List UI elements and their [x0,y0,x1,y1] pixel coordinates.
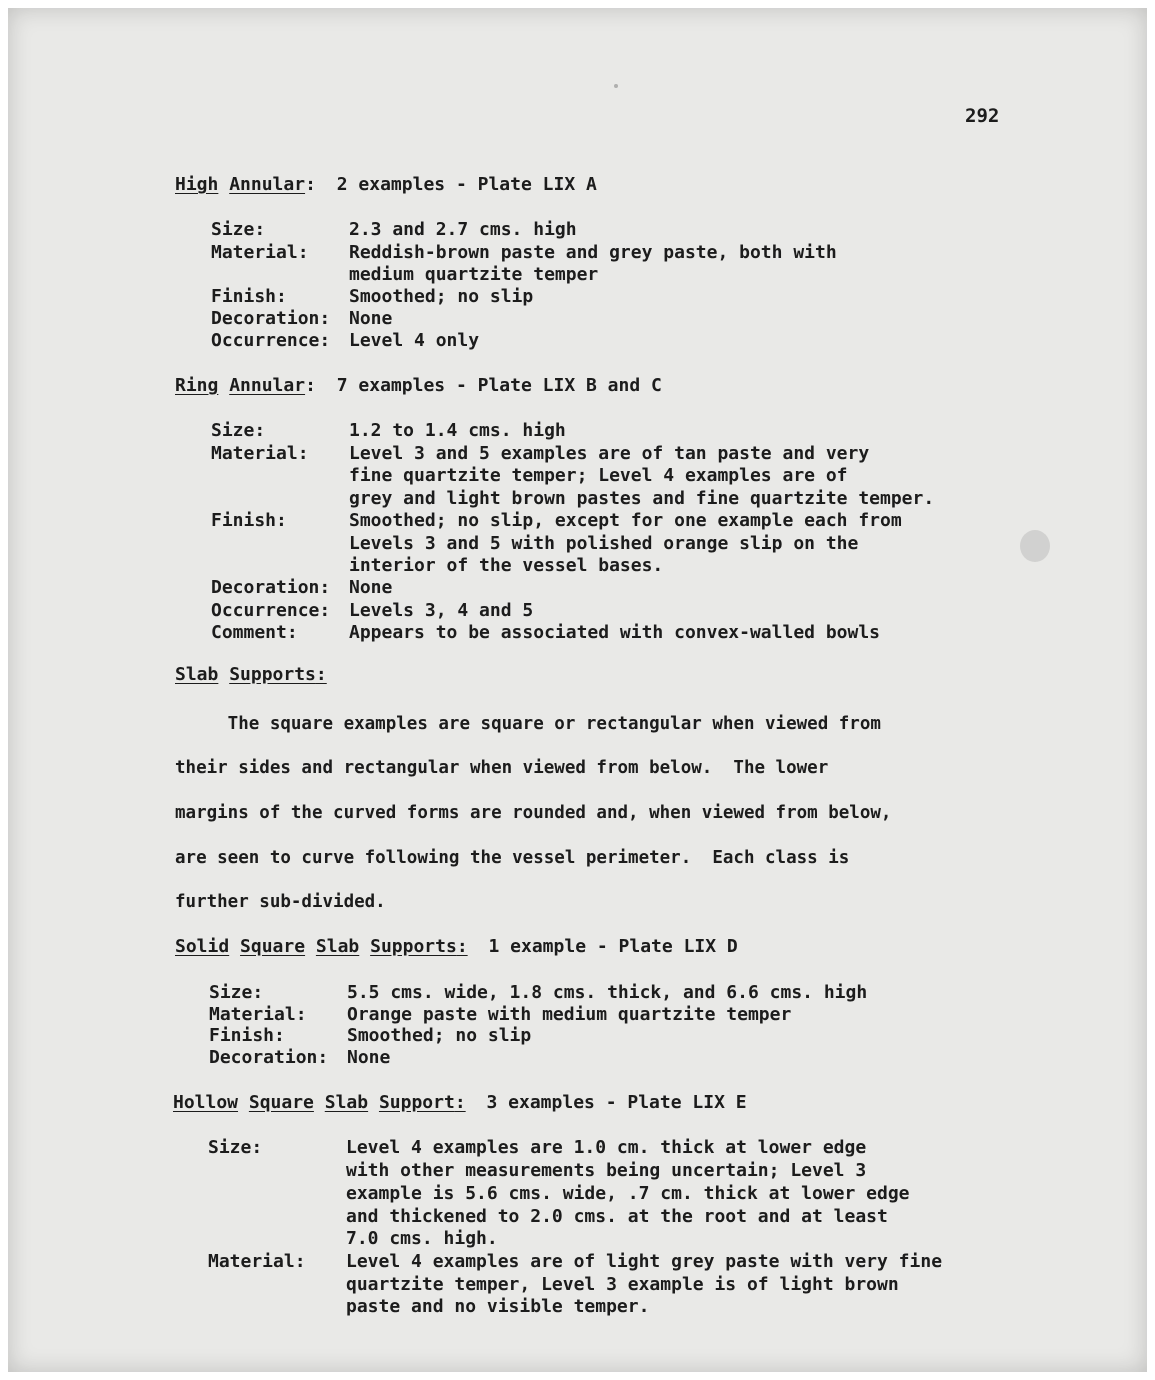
paragraph-line: are seen to curve following the vessel perimeter. Each class is [175,848,850,868]
field-value: Smoothed; no slip, except for one example each from [349,510,902,531]
field-value: with other measurements being uncertain; Level 3 [346,1160,867,1181]
paragraph-line: their sides and rectangular when viewed from below. The lower [175,758,829,778]
field-value: fine quartzite temper; Level 4 examples are of [349,465,848,486]
heading-colon: : [305,174,316,195]
heading-word: Supports [370,936,457,957]
paragraph-line: further sub-divided. [175,892,386,912]
paragraph-line: margins of the curved forms are rounded and, when viewed from below, [175,803,892,823]
field-label: Size: [209,982,264,1003]
field-label: Finish: [209,1025,285,1046]
field-label: Size: [211,219,266,240]
field-label: Comment: [211,622,298,643]
scan-smudge [1020,530,1050,562]
heading-word: Slab [175,664,219,685]
heading-word: Solid [175,936,230,957]
field-value: 1.2 to 1.4 cms. high [349,420,566,441]
field-value: Appears to be associated with convex-walled bowls [349,622,881,643]
heading-rest: 1 example - Plate LIX D [488,936,738,957]
section-heading-high-annular [175,174,597,195]
field-value: Level 3 and 5 examples are of tan paste and very [349,443,870,464]
page-number: 292 [965,105,1000,127]
paragraph-line: The square examples are square or rectangular when viewed from [175,714,881,734]
field-label: Finish: [211,510,287,531]
heading-word: Annular [229,174,306,195]
field-value: Levels 3 and 5 with polished orange slip on the [349,533,859,554]
field-label: Material: [208,1251,306,1272]
field-value: Smoothed; no slip [349,286,534,307]
heading-colon: : [315,664,327,685]
heading-colon: : [454,1092,466,1113]
section-heading-ring-annular [175,375,662,396]
heading-rest: 3 examples - Plate LIX E [486,1092,747,1113]
heading-word: Square [240,936,306,957]
field-value: medium quartzite temper [349,264,599,285]
field-value: grey and light brown pastes and fine quartzite temper. [349,488,935,509]
field-value: example is 5.6 cms. wide, .7 cm. thick at lower edge [346,1183,910,1204]
field-label: Material: [209,1004,307,1025]
field-label: Decoration: [211,577,331,598]
heading-word: Supports [229,664,316,685]
heading-colon: : [456,936,468,957]
field-value: 7.0 cms. high. [346,1228,498,1249]
field-value: None [349,577,393,598]
heading-word: Support [378,1092,455,1113]
field-value: Smoothed; no slip [347,1025,532,1046]
field-label: Finish: [211,286,287,307]
heading-colon: : [305,375,316,396]
heading-word: Slab [315,936,360,957]
field-value: None [349,308,393,329]
field-label: Size: [211,420,266,441]
field-value: None [347,1047,391,1068]
heading-word: High [175,174,219,195]
heading-word: Square [248,1092,314,1113]
field-label: Material: [211,242,309,263]
heading-rest: 7 examples - Plate LIX B and C [336,375,662,396]
field-value: paste and no visible temper. [346,1296,650,1317]
field-label: Material: [211,443,309,464]
heading-rest: 2 examples - Plate LIX A [336,174,597,195]
field-value: 5.5 cms. wide, 1.8 cms. thick, and 6.6 cms. high [347,982,868,1003]
field-label: Size: [208,1137,263,1158]
field-value: Level 4 only [349,330,480,351]
heading-word: Ring [175,375,219,396]
section-heading-solid-square-slab-supports [175,936,738,957]
field-value: quartzite temper, Level 3 example is of light brown [346,1274,899,1295]
heading-word: Annular [229,375,306,396]
field-value: 2.3 and 2.7 cms. high [349,219,577,240]
field-value: Levels 3, 4 and 5 [349,600,534,621]
field-value: Orange paste with medium quartzite temper [347,1004,792,1025]
field-value: and thickened to 2.0 cms. at the root and at least [346,1206,888,1227]
field-label: Occurrence: [211,600,331,621]
section-heading-slab-supports [175,664,327,685]
field-label: Occurrence: [211,330,331,351]
field-value: Reddish-brown paste and grey paste, both with [349,242,837,263]
field-label: Decoration: [211,308,331,329]
heading-word: Hollow [173,1092,239,1113]
heading-word: Slab [324,1092,369,1113]
scan-speck [614,84,618,88]
field-value: interior of the vessel bases. [349,555,664,576]
section-heading-hollow-square-slab-support [173,1092,747,1113]
document-page [8,8,1147,1372]
field-label: Decoration: [209,1047,329,1068]
field-value: Level 4 examples are of light grey paste with very fine [346,1251,943,1272]
field-value: Level 4 examples are 1.0 cm. thick at lower edge [346,1137,867,1158]
